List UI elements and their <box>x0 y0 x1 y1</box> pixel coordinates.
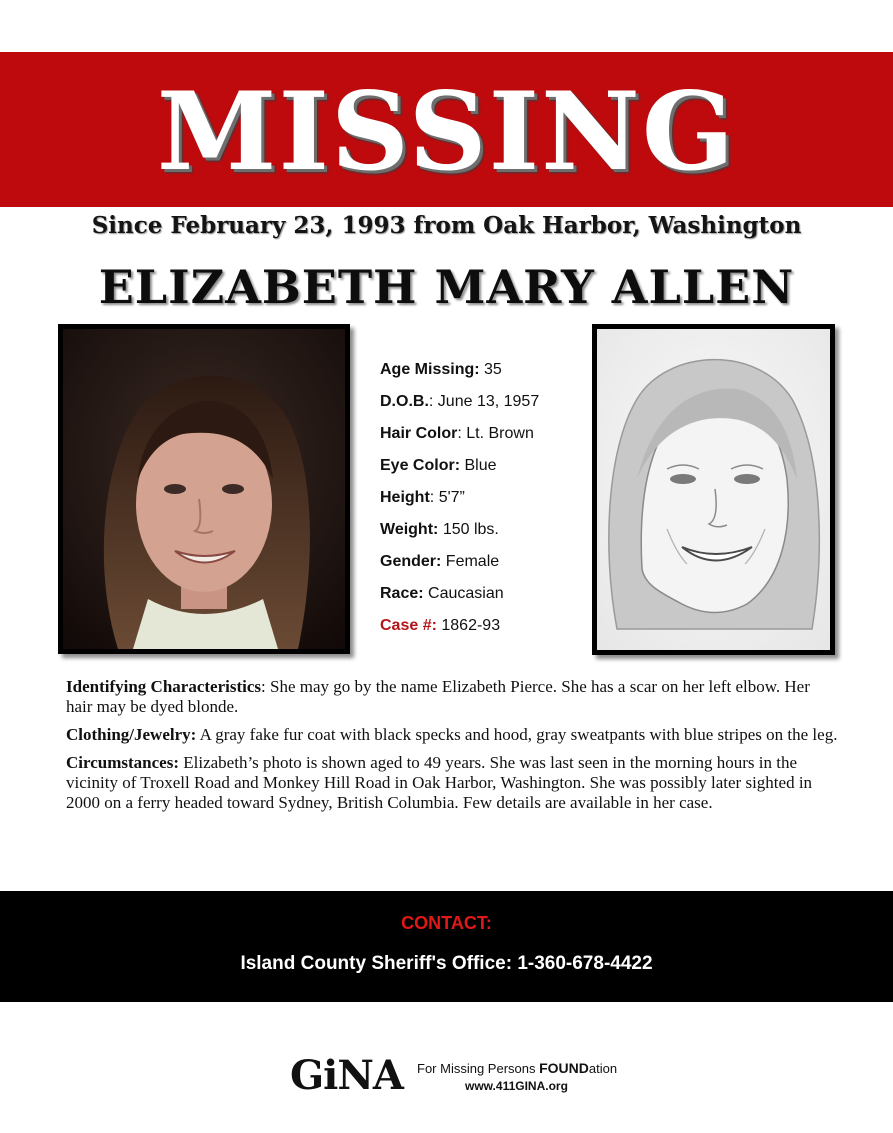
fact-height <box>380 486 580 518</box>
fact-separator: : <box>457 425 462 442</box>
fact-weight <box>380 518 580 550</box>
fact-label: Gender: <box>380 553 442 570</box>
fact-label: Weight: <box>380 521 439 538</box>
gina-footer <box>290 1052 650 1102</box>
contact-title: CONTACT: <box>401 913 492 933</box>
age-progressed-sketch <box>592 324 835 655</box>
tagline-suffix: ation <box>588 1061 618 1076</box>
fact-value: 5'7” <box>438 489 465 506</box>
fact-race <box>380 582 580 614</box>
banner-title: MISSING <box>156 68 737 195</box>
fact-label: Case #: <box>380 617 437 634</box>
detail-text: Elizabeth’s photo is shown aged to 49 years. She was last seen in the morning hours in the vicinity of Troxell Road and Monkey Hill Road in Oak Harbor, Washington. She was possibly later sighted in 2000 on a ferry headed toward Sydney, British Columbia. Few details are available in her case. <box>66 753 813 812</box>
fact-dob <box>380 390 580 422</box>
fact-value: 1862-93 <box>441 617 501 634</box>
detail-text: A gray fake fur coat with black specks and hood, gray sweatpants with blue stripes on the leg. <box>196 725 838 744</box>
detail-label: Circumstances: <box>66 753 179 772</box>
fact-case-number <box>380 614 580 646</box>
contact-bar <box>0 891 893 1002</box>
tagline-emphasis: FOUND <box>539 1060 589 1076</box>
fact-label: D.O.B. <box>380 393 429 410</box>
fact-value: 35 <box>484 361 502 378</box>
detail-text: : She may go by the name Elizabeth Pierce. She has a scar on her left elbow. Her hair may be dyed blonde. <box>66 677 810 716</box>
fact-label: Race: <box>380 585 424 602</box>
missing-banner <box>0 52 893 207</box>
fact-label: Height <box>380 489 430 506</box>
fact-gender <box>380 550 580 582</box>
tagline-prefix: For Missing Persons <box>417 1061 540 1076</box>
person-photo <box>58 324 350 654</box>
details-section <box>66 677 838 821</box>
fact-value: June 13, 1957 <box>437 393 540 410</box>
fact-value: Caucasian <box>428 585 504 602</box>
fact-value: Lt. Brown <box>466 425 534 442</box>
fact-label: Hair Color <box>380 425 458 442</box>
circumstances <box>66 753 838 813</box>
contact-phone: Island County Sheriff's Office: 1-360-678-4422 <box>240 953 653 974</box>
gina-tagline <box>417 1060 617 1076</box>
detail-label: Identifying Characteristics <box>66 677 262 696</box>
identifying-characteristics <box>66 677 838 717</box>
fact-label: Eye Color: <box>380 457 461 474</box>
fact-age <box>380 358 580 390</box>
person-name: ELIZABETH MARY ALLEN <box>98 260 795 314</box>
fact-separator: : <box>429 489 435 506</box>
fact-eye-color <box>380 454 580 486</box>
facts-list <box>380 358 580 646</box>
fact-separator: : <box>428 393 434 410</box>
fact-value: 150 lbs. <box>442 521 499 538</box>
fact-value: Female <box>445 553 500 570</box>
gina-logo: GiNA <box>290 1052 403 1099</box>
fact-value: Blue <box>464 457 497 474</box>
clothing-jewelry <box>66 725 838 745</box>
detail-label: Clothing/Jewelry: <box>66 725 197 744</box>
since-line: Since February 23, 1993 from Oak Harbor, Washington <box>91 212 802 239</box>
fact-label: Age Missing: <box>380 361 480 378</box>
gina-website-link[interactable]: www.411GINA.org <box>465 1079 568 1093</box>
fact-hair-color <box>380 422 580 454</box>
